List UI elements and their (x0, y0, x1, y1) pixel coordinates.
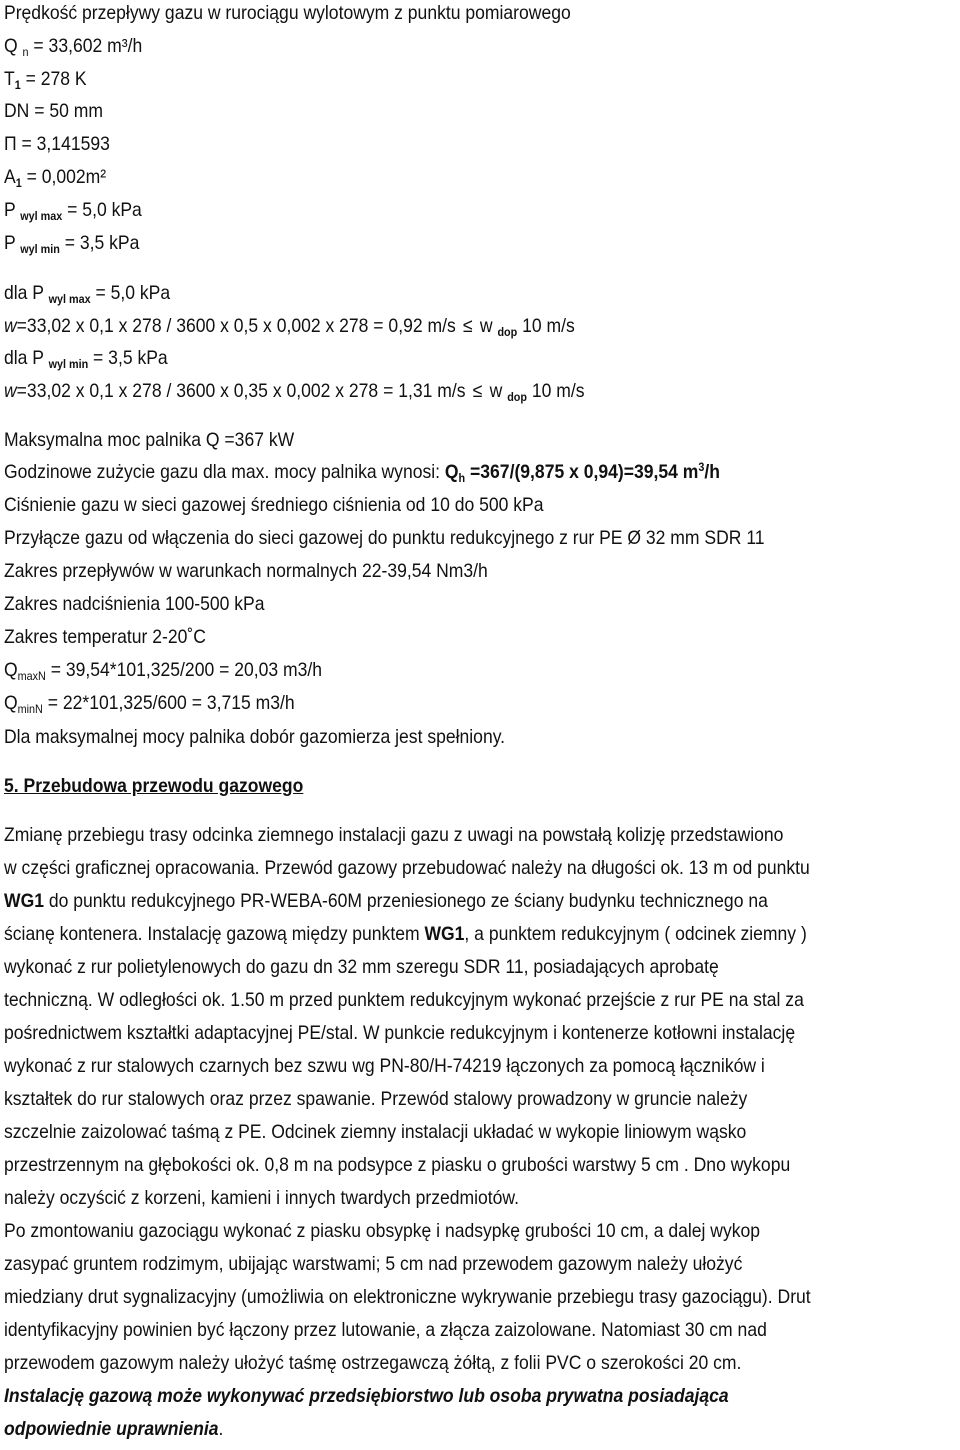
paragraph-line: miedziany drut sygnalizacyjny (umożliwia on elektroniczne wykrywanie przebiegu trasy gazociągu). Drut (4, 1286, 811, 1308)
calc-formula-min: w=33,02 x 0,1 x 278 / 3600 x 0,35 x 0,002 x 278 = 1,31 m/s ≤ w $_{dop}$ 10 m/s (4, 380, 585, 404)
calc-formula-max: w=33,02 x 0,1 x 278 / 3600 x 0,5 x 0,002 x 278 = 0,92 m/s ≤ w $_{dop}$ 10 m/s (4, 315, 575, 339)
paragraph-line: pośrednictwem kształtki adaptacyjnej PE/stal. W punkcie redukcyjnym i kontenerze kotłowni instalację (4, 1022, 796, 1044)
spec-conclusion: Dla maksymalnej mocy palnika dobór gazomierza jest spełniony. (4, 726, 506, 748)
calc-condition-max: dla P $_{wyl max}$ = 5,0 kPa (4, 282, 171, 306)
section-title: 5. Przebudowa przewodu gazowego (4, 775, 304, 797)
param-a1: $A_1 = 0,002m^2$ (4, 166, 107, 190)
paragraph-line: przewodem gazowym należy ułożyć taśmę ostrzegawczą żółtą, z folii PVC o szerokości 20 cm. (4, 1352, 742, 1374)
param-t1: $T_1 = 278$ K (4, 68, 87, 92)
param-pi: Π = 3,141593 (4, 133, 110, 155)
spec-power: Maksymalna moc palnika Q =367 kW (4, 429, 295, 451)
spec-qmax: $Q_{maxN} = 39,54*101,325/200 = 20,03$ m3/h (4, 659, 323, 683)
emphasis-line: Instalację gazową może wykonywać przedsiębiorstwo lub osoba prywatna posiadająca (4, 1385, 729, 1407)
paragraph-line: w części graficznej opracowania. Przewód gazowy przebudować należy na długości ok. 13 m od punktu (4, 857, 810, 879)
paragraph-line: wykonać z rur stalowych czarnych bez szwu wg PN-80/H-74219 łączonych za pomocą łączników i (4, 1055, 765, 1077)
paragraph-line: Po zmontowaniu gazociągu wykonać z piasku obsypkę i nadsypkę grubości 10 cm, a dalej wykop (4, 1220, 761, 1242)
param-pmax: P $_{wyl max}$ = 5,0 kPa (4, 199, 142, 223)
paragraph-line: identyfikacyjny powinien być łączony przez lutowanie, a złącza zaizolowane. Natomiast 30 cm nad (4, 1319, 767, 1341)
less-equal-icon: ≤ (463, 315, 473, 337)
spec-flow-range: Zakres przepływów w warunkach normalnych 22-39,54 Nm3/h (4, 560, 488, 582)
paragraph-line: należy oczyścić z korzeni, kamieni i innych twardych przedmiotów. (4, 1187, 520, 1209)
less-equal-icon: ≤ (472, 380, 483, 402)
emphasis-line: odpowiednie uprawnienia. (4, 1418, 224, 1440)
paragraph-line: Zmianę przebiegu trasy odcinka ziemnego instalacji gazu z uwagi na powstałą kolizję przedstawiono (4, 824, 784, 846)
paragraph-line: zasypać gruntem rodzimym, ubijając warstwami; 5 cm nad przewodem gazowym należy ułożyć (4, 1253, 743, 1275)
paragraph-line: WG1 do punktu redukcyjnego PR-WEBA-60M przeniesionego ze ściany budynku technicznego na (4, 890, 768, 912)
spec-overpressure-range: Zakres nadciśnienia 100-500 kPa (4, 593, 265, 615)
paragraph-line: wykonać z rur polietylenowych do gazu dn 32 mm szeregu SDR 11, posiadających aprobatę (4, 956, 719, 978)
heading-text: Prędkość przepływy gazu w rurociągu wylotowym z punktu pomiarowego (4, 2, 571, 24)
spec-qmin: $Q_{minN} = 22*101,325/600 = 3,715$ m3/h (4, 692, 295, 716)
paragraph-line: szczelnie zaizolować taśmą z PE. Odcinek ziemny instalacji układać w wykopie liniowym wąsko (4, 1121, 747, 1143)
paragraph-line: ścianę kontenera. Instalację gazową między punktem WG1, a punktem redukcyjnym ( odcinek ziemny ) (4, 923, 807, 945)
spec-pressure: Ciśnienie gazu w sieci gazowej średniego ciśnienia od 10 do 500 kPa (4, 494, 544, 516)
paragraph-line: techniczną. W odległości ok. 1.50 m przed punktem redukcyjnym wykonać przejście z rur PE na stal za (4, 989, 804, 1011)
heading-line (4, 0, 571, 26)
param-pmin: P $_{wyl min}$ = 3,5 kPa (4, 232, 140, 256)
paragraph-line: przestrzennym na głębokości ok. 0,8 m na podsypce z piasku o grubości warstwy 5 cm . Dno wykopu (4, 1154, 791, 1176)
param-qn: Q $_n$ = 33,602 m³/h (4, 35, 143, 59)
spec-usage: Godzinowe zużycie gazu dla max. mocy palnika wynosi: $Q_h =367/(9,875$ x 0,94)=39,54 $m^3/h$ (4, 460, 721, 485)
param-dn: DN = 50 mm (4, 100, 103, 122)
spec-temp-range: Zakres temperatur 2-20˚C (4, 626, 206, 648)
calc-condition-min: dla P $_{wyl min}$ = 3,5 kPa (4, 347, 168, 371)
paragraph-line: kształtek do rur stalowych oraz przez spawanie. Przewód stalowy prowadzony w gruncie należy (4, 1088, 748, 1110)
spec-connection: Przyłącze gazu od włączenia do sieci gazowej do punktu redukcyjnego z rur PE Ø 32 mm SDR 11 (4, 527, 765, 549)
